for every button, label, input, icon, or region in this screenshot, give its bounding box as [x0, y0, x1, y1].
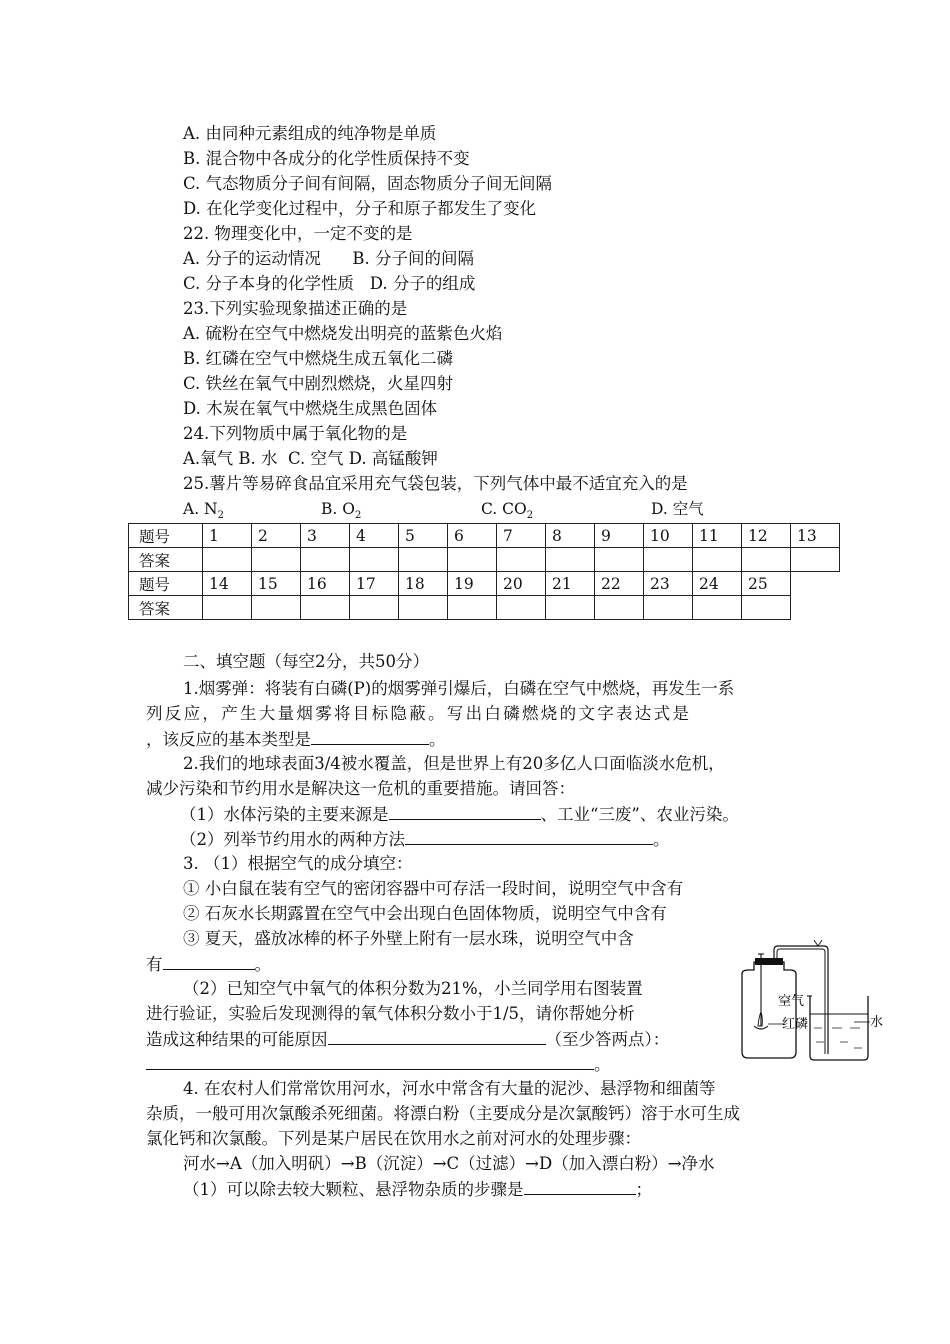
fill-q3-line1: 3. （1）根据空气的成分填空： [183, 854, 413, 873]
table-cell: 13 [791, 524, 840, 548]
answer-cell[interactable] [644, 596, 693, 620]
answer-blank[interactable] [524, 1178, 636, 1195]
q25-option-a: A. $N_2$ [183, 500, 224, 522]
answer-table [128, 523, 840, 620]
q25-option-b: B. $O_2$ [321, 500, 362, 522]
table-header-answer: 答案 [129, 548, 203, 572]
table-cell: 11 [693, 524, 742, 548]
answer-cell[interactable] [252, 548, 301, 572]
answer-blank[interactable] [163, 953, 255, 970]
answer-cell[interactable] [742, 596, 791, 620]
fill-q1-line2: 列反应，产生大量烟雾将目标隐蔽。写出白磷燃烧的文字表达式是 [146, 704, 692, 723]
table-cell: 21 [546, 572, 595, 596]
table-row [129, 572, 840, 596]
fill-q3-line9 [146, 1053, 611, 1076]
q21-option-a: A. 由同种元素组成的纯净物是单质 [183, 124, 437, 143]
fill-q2-line1: 2.我们的地球表面3/4被水覆盖，但是世界上有20多亿人口面临淡水危机， [183, 754, 725, 773]
fill-q4-line5 [183, 1178, 652, 1201]
table-cell: 25 [742, 572, 791, 596]
q25-option-d: D. 空气 [651, 500, 704, 518]
fill-q1-line3 [146, 728, 446, 751]
answer-cell[interactable] [595, 548, 644, 572]
table-cell: 23 [644, 572, 693, 596]
table-cell: 14 [203, 572, 252, 596]
answer-cell[interactable] [252, 596, 301, 620]
fill-q4-line3: 氯化钙和次氯酸。下列是某户居民在饮用水之前对河水的处理步骤： [146, 1129, 641, 1148]
fill-q3-line2: ① 小白鼠在装有空气的密闭容器中可存活一段时间，说明空气中含有 [183, 879, 684, 898]
flame-icon [758, 1012, 762, 1026]
table-cell: 24 [693, 572, 742, 596]
fill-q1-line1: 1.烟雾弹：将装有白磷(P)的烟雾弹引爆后，白磷在空气中燃烧，再发生一系 [183, 679, 735, 698]
answer-cell[interactable] [742, 548, 791, 572]
fill-q2-line4-end: 。 [653, 830, 670, 849]
answer-blank[interactable] [146, 1053, 594, 1070]
q21-option-b: B. 混合物中各成分的化学性质保持不变 [183, 149, 470, 168]
table-cell: 1 [203, 524, 252, 548]
fill-q3-line5 [146, 953, 271, 976]
fill-q4-line2: 杂质，一般可用次氯酸杀死细菌。将漂白粉（主要成分是次氯酸钙）溶于水可生成 [146, 1104, 740, 1123]
section2-title: 二、填空题（每空2分，共50分） [183, 652, 429, 671]
q23-option-d: D. 木炭在氧气中燃烧生成黑色固体 [183, 399, 438, 418]
answer-cell[interactable] [448, 596, 497, 620]
q23-option-b: B. 红磷在空气中燃烧生成五氧化二磷 [183, 349, 454, 368]
table-cell: 5 [399, 524, 448, 548]
q21-option-d: D. 在化学变化过程中，分子和原子都发生了变化 [183, 199, 537, 218]
answer-cell[interactable] [497, 548, 546, 572]
phosphorus-combustion-apparatus [728, 940, 883, 1062]
q23-stem: 23.下列实验现象描述正确的是 [183, 299, 408, 318]
answer-cell[interactable] [399, 596, 448, 620]
fill-q2-line3-end: 、工业“三废”、农业污染。 [540, 805, 739, 824]
answer-cell[interactable] [595, 596, 644, 620]
answer-blank[interactable] [328, 1028, 546, 1045]
clamp-icon [814, 940, 822, 946]
table-cell: 3 [301, 524, 350, 548]
table-header-number: 题号 [129, 572, 203, 596]
fill-q2-line3-text: （1）水体污染的主要来源是 [180, 805, 389, 824]
answer-cell[interactable] [350, 596, 399, 620]
fill-q3-line7: 进行验证，实验后发现测得的氧气体积分数小于1/5，请你帮她分析 [146, 1004, 635, 1023]
q22-options-row1: A. 分子的运动情况 B. 分子间的间隔 [183, 249, 474, 268]
table-row [129, 596, 840, 620]
fill-q4-line1: 4. 在农村人们常常饮用河水，河水中常含有大量的泥沙、悬浮物和细菌等 [183, 1079, 716, 1098]
table-cell: 22 [595, 572, 644, 596]
fill-q3-line9-end: 。 [594, 1055, 611, 1074]
table-header-answer: 答案 [129, 596, 203, 620]
answer-cell[interactable] [203, 548, 252, 572]
stopper [755, 958, 783, 965]
fill-q3-line5-text: 有 [146, 955, 163, 974]
q21-option-c: C. 气态物质分子间有间隔，固态物质分子间无间隔 [183, 174, 553, 193]
label-red-phosphorus: 红磷 [782, 1017, 809, 1032]
q24-stem: 24.下列物质中属于氧化物的是 [183, 424, 408, 443]
answer-cell[interactable] [644, 548, 693, 572]
fill-q3-line6: （2）已知空气中氧气的体积分数为21%，小兰同学用右图装置 [183, 979, 643, 998]
table-row [129, 548, 840, 572]
q24-options: A.氧气 B. 水 C. 空气 D. 高锰酸钾 [183, 449, 438, 468]
table-cell: 17 [350, 572, 399, 596]
fill-q2-line4-text: （2）列举节约用水的两种方法 [180, 830, 405, 849]
answer-cell[interactable] [448, 548, 497, 572]
fill-q4-line5-text: （1）可以除去较大颗粒、悬浮物杂质的步骤是 [183, 1180, 524, 1199]
table-cell: 12 [742, 524, 791, 548]
table-cell: 7 [497, 524, 546, 548]
q23-option-a: A. 硫粉在空气中燃烧发出明亮的蓝紫色火焰 [183, 324, 503, 343]
table-header-number: 题号 [129, 524, 203, 548]
flask-outline [742, 962, 796, 1058]
q25-option-c: C. $CO_2$ [481, 500, 534, 522]
table-cell: 20 [497, 572, 546, 596]
answer-blank[interactable] [405, 828, 653, 845]
fill-q3-line8-end: （至少答两点）： [545, 1030, 670, 1049]
table-cell: 6 [448, 524, 497, 548]
answer-cell[interactable] [546, 548, 595, 572]
answer-cell[interactable] [497, 596, 546, 620]
label-air: 空气 [778, 994, 805, 1009]
fill-q3-line4: ③ 夏天，盛放冰棒的杯子外壁上附有一层水珠，说明空气中含 [183, 929, 634, 948]
table-cell: 10 [644, 524, 693, 548]
q22-stem: 22. 物理变化中，一定不变的是 [183, 224, 413, 243]
q22-options-row2: C. 分子本身的化学性质 D. 分子的组成 [183, 274, 476, 293]
answer-cell[interactable] [301, 548, 350, 572]
fill-q2-line3 [180, 803, 739, 826]
fill-q1-line3-end: 。 [429, 730, 446, 749]
answer-cell[interactable] [350, 548, 399, 572]
fill-q2-line4 [180, 828, 670, 851]
answer-blank[interactable] [389, 803, 541, 820]
fill-q1-line3-text: ，该反应的基本类型是 [146, 730, 311, 749]
table-cell: 16 [301, 572, 350, 596]
answer-cell[interactable] [399, 548, 448, 572]
answer-cell[interactable] [791, 548, 840, 572]
table-cell: 8 [546, 524, 595, 548]
fill-q3-line8 [146, 1028, 669, 1051]
fill-q4-process-flow: 河水→A（加入明矾）→B（沉淀）→C（过滤）→D（加入漂白粉）→净水 [183, 1154, 715, 1173]
fill-q2-line2: 减少污染和节约用水是解决这一危机的重要措施。请回答： [146, 779, 575, 798]
answer-cell[interactable] [203, 596, 252, 620]
answer-cell[interactable] [301, 596, 350, 620]
table-cell: 15 [252, 572, 301, 596]
fill-q3-line8-text: 造成这种结果的可能原因 [146, 1030, 328, 1049]
q25-stem: 25.薯片等易碎食品宜采用充气袋包装，下列气体中最不适宜充入的是 [183, 474, 688, 493]
answer-cell[interactable] [546, 596, 595, 620]
fill-q4-line5-end: ； [635, 1180, 652, 1199]
answer-cell[interactable] [693, 596, 742, 620]
table-cell: 18 [399, 572, 448, 596]
answer-cell[interactable] [693, 548, 742, 572]
table-cell: 4 [350, 524, 399, 548]
table-cell: 19 [448, 572, 497, 596]
table-row [129, 524, 840, 548]
answer-blank[interactable] [311, 728, 429, 745]
label-water: 水 [870, 1015, 883, 1030]
table-cell: 2 [252, 524, 301, 548]
q23-option-c: C. 铁丝在氧气中剧烈燃烧，火星四射 [183, 374, 454, 393]
table-cell: 9 [595, 524, 644, 548]
fill-q3-line5-end: 。 [254, 955, 271, 974]
fill-q3-line3: ② 石灰水长期露置在空气中会出现白色固体物质，说明空气中含有 [183, 904, 667, 923]
